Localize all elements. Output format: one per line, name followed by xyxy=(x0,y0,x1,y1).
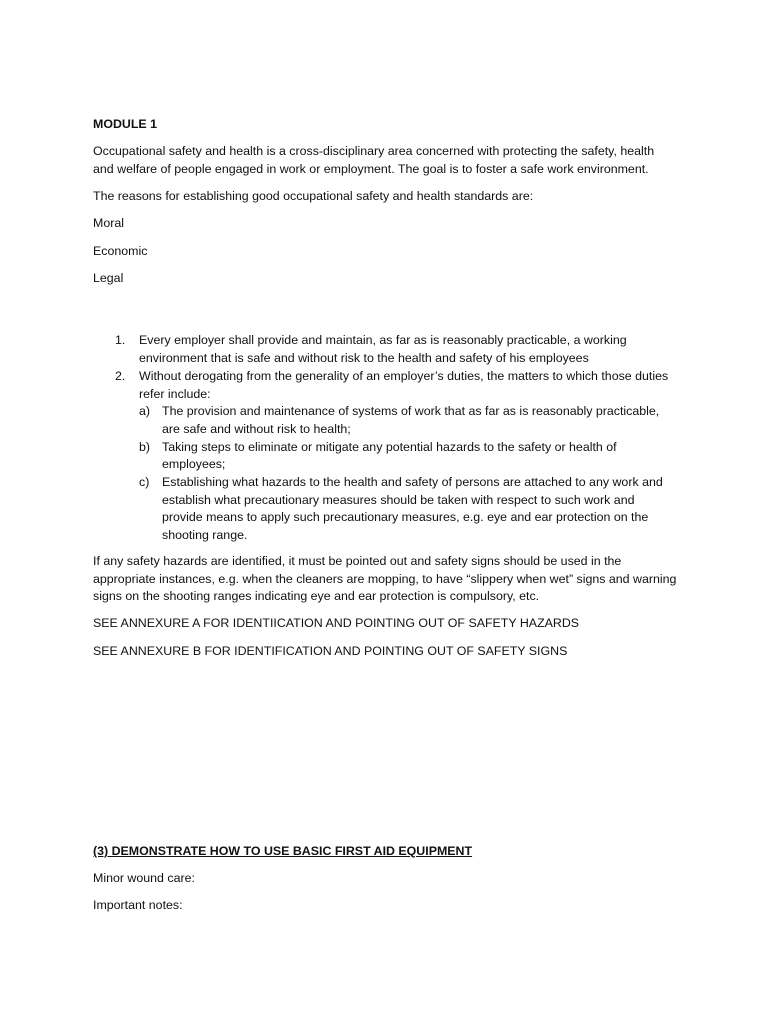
annexure-a-note: SEE ANNEXURE A FOR IDENTIICATION AND POINTING OUT OF SAFETY HAZARDS xyxy=(93,616,580,631)
reasons-lead: The reasons for establishing good occupational safety and health standards are: xyxy=(93,189,534,204)
page-spacer xyxy=(93,670,678,843)
sublist-marker: c) xyxy=(139,475,150,490)
module-title: MODULE 1 xyxy=(93,117,158,131)
hazards-paragraph: If any safety hazards are identified, it must be pointed out and safety signs should be used in the appropriate instances, e.g. when the cleaners are mopping, to have “slippery when wet” signs and warning signs on the shooting ranges indicating eye and ear protection is compulsory, etc. xyxy=(93,553,677,604)
sublist-item xyxy=(93,474,678,545)
reason-moral: Moral xyxy=(93,216,124,231)
reason-legal: Legal xyxy=(93,270,124,285)
section-3-heading: (3) DEMONSTRATE HOW TO USE BASIC FIRST AID EQUIPMENT xyxy=(93,843,473,858)
employer-duties-list xyxy=(93,332,678,544)
sublist-item xyxy=(93,403,678,438)
sublist-item-text: Taking steps to eliminate or mitigate any potential hazards to the safety or health of employees; xyxy=(162,439,617,472)
sublist-marker: b) xyxy=(139,439,151,454)
intro-paragraph: Occupational safety and health is a cross-disciplinary area concerned with protecting the safety, health and welfare of people engaged in work or employment. The goal is to foster a safe work environment. xyxy=(93,144,655,176)
reason-economic: Economic xyxy=(93,243,148,258)
list-item-text: Without derogating from the generality of an employer’s duties, the matters to which those duties refer include: xyxy=(139,368,669,401)
sublist-item-text: Establishing what hazards to the health and safety of persons are attached to any work and establish what precautionary measures should be taken with respect to such work and provide means to apply such precautionary measures, e.g. eye and ear protection on the shooting range. xyxy=(162,475,663,543)
list-item xyxy=(93,332,678,367)
sublist-item xyxy=(93,439,678,474)
list-item-text: Every employer shall provide and maintain, as far as is reasonably practicable, a working environment that is safe and without risk to the health and safety of his employees xyxy=(139,333,627,366)
annexure-b-note: SEE ANNEXURE B FOR IDENTIFICATION AND POINTING OUT OF SAFETY SIGNS xyxy=(93,643,568,658)
employer-duties-sublist xyxy=(93,403,678,545)
sublist-marker: a) xyxy=(139,404,151,419)
minor-wound-care-label: Minor wound care: xyxy=(93,871,195,886)
document-page xyxy=(93,116,678,924)
list-marker: 2. xyxy=(115,368,126,383)
sublist-item-text: The provision and maintenance of systems of work that as far as is reasonably practicable, are safe and without risk to health; xyxy=(162,404,660,436)
important-notes-label: Important notes: xyxy=(93,898,183,913)
list-item xyxy=(93,368,678,403)
list-marker: 1. xyxy=(115,333,126,348)
